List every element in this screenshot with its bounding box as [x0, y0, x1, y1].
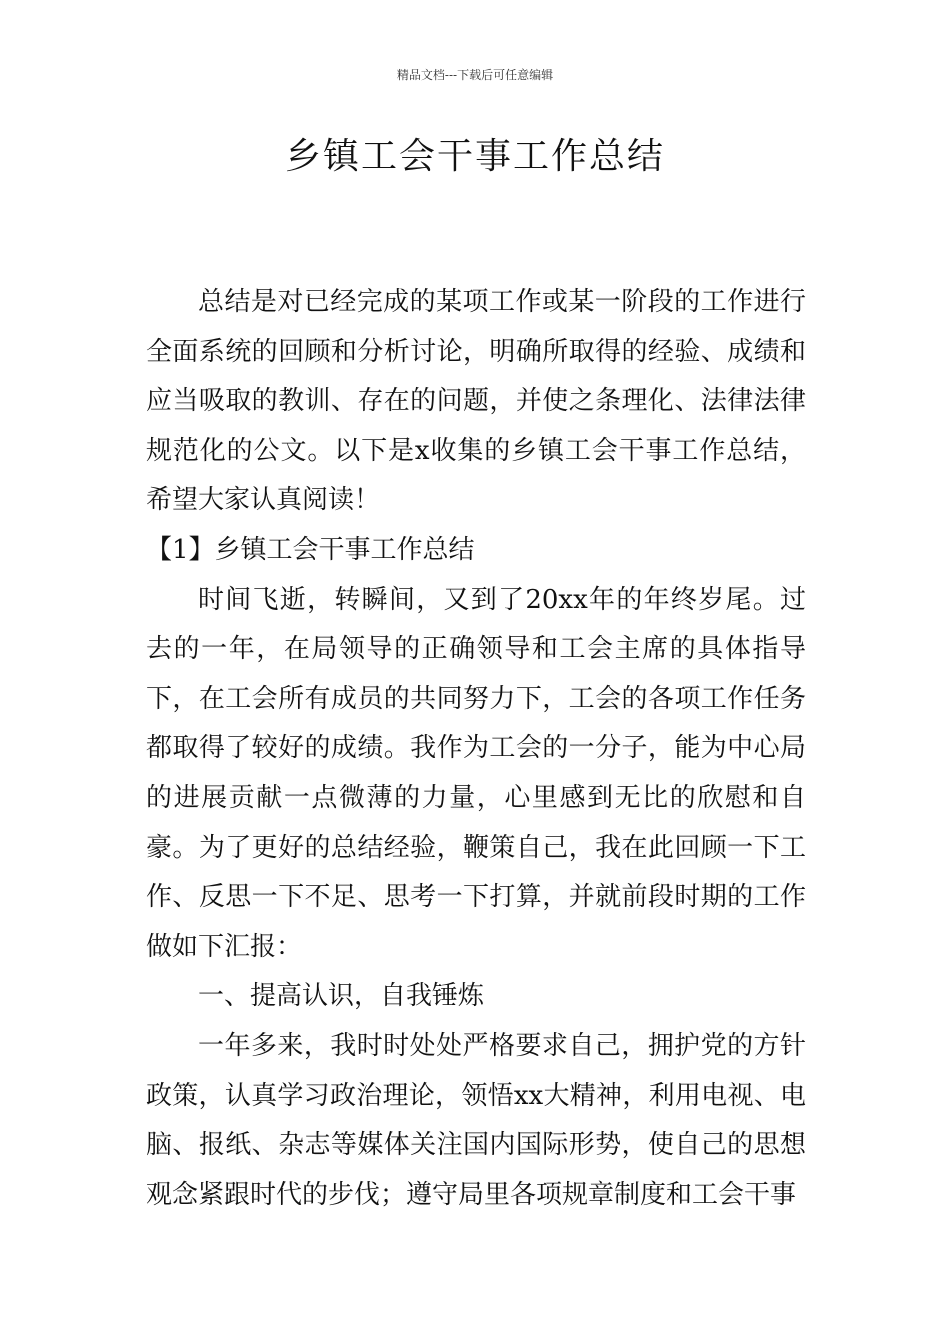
document-title: 乡镇工会干事工作总结: [284, 136, 665, 177]
body-paragraph: 时间飞逝，转瞬间，又到了20xx年的年终岁尾。过去的一年，在局领导的正确领导和工会主席的具体指导下，在工会所有成员的共同努力下，工会的各项工作任务都取得了较好的成绩。我作为工会的一分子，能为中心局的进展贡献一点微薄的力量，心里感到无比的欣慰和自豪。为了更好的总结经验，鞭策自己，我在此回顾一下工作、反思一下不足、思考一下打算，并就前段时期的工作做如下汇报：: [146, 584, 806, 962]
subheading-1: 一、提高认识，自我锤炼: [198, 981, 485, 1012]
intro-paragraph: 总结是对已经完成的某项工作或某一阶段的工作进行全面系统的回顾和分析讨论，明确所取得的经验、成绩和应当吸取的教训、存在的问题，并使之条理化、法律法律规范化的公文。以下是x收集的乡镇工会干事工作总结，希望大家认真阅读！: [146, 287, 806, 516]
section-heading-1: 【1】乡镇工会干事工作总结: [146, 534, 475, 565]
header-note: 精品文档---下载后可任意编辑: [396, 68, 554, 82]
document-body: [146, 278, 806, 1220]
body-paragraph: 一年多来，我时时处处严格要求自己，拥护党的方针政策，认真学习政治理论，领悟xx大精神，利用电视、电脑、报纸、杂志等媒体关注国内国际形势，使自己的思想观念紧跟时代的步伐；遵守局里各项规章制度和工会干事: [146, 1030, 806, 1210]
